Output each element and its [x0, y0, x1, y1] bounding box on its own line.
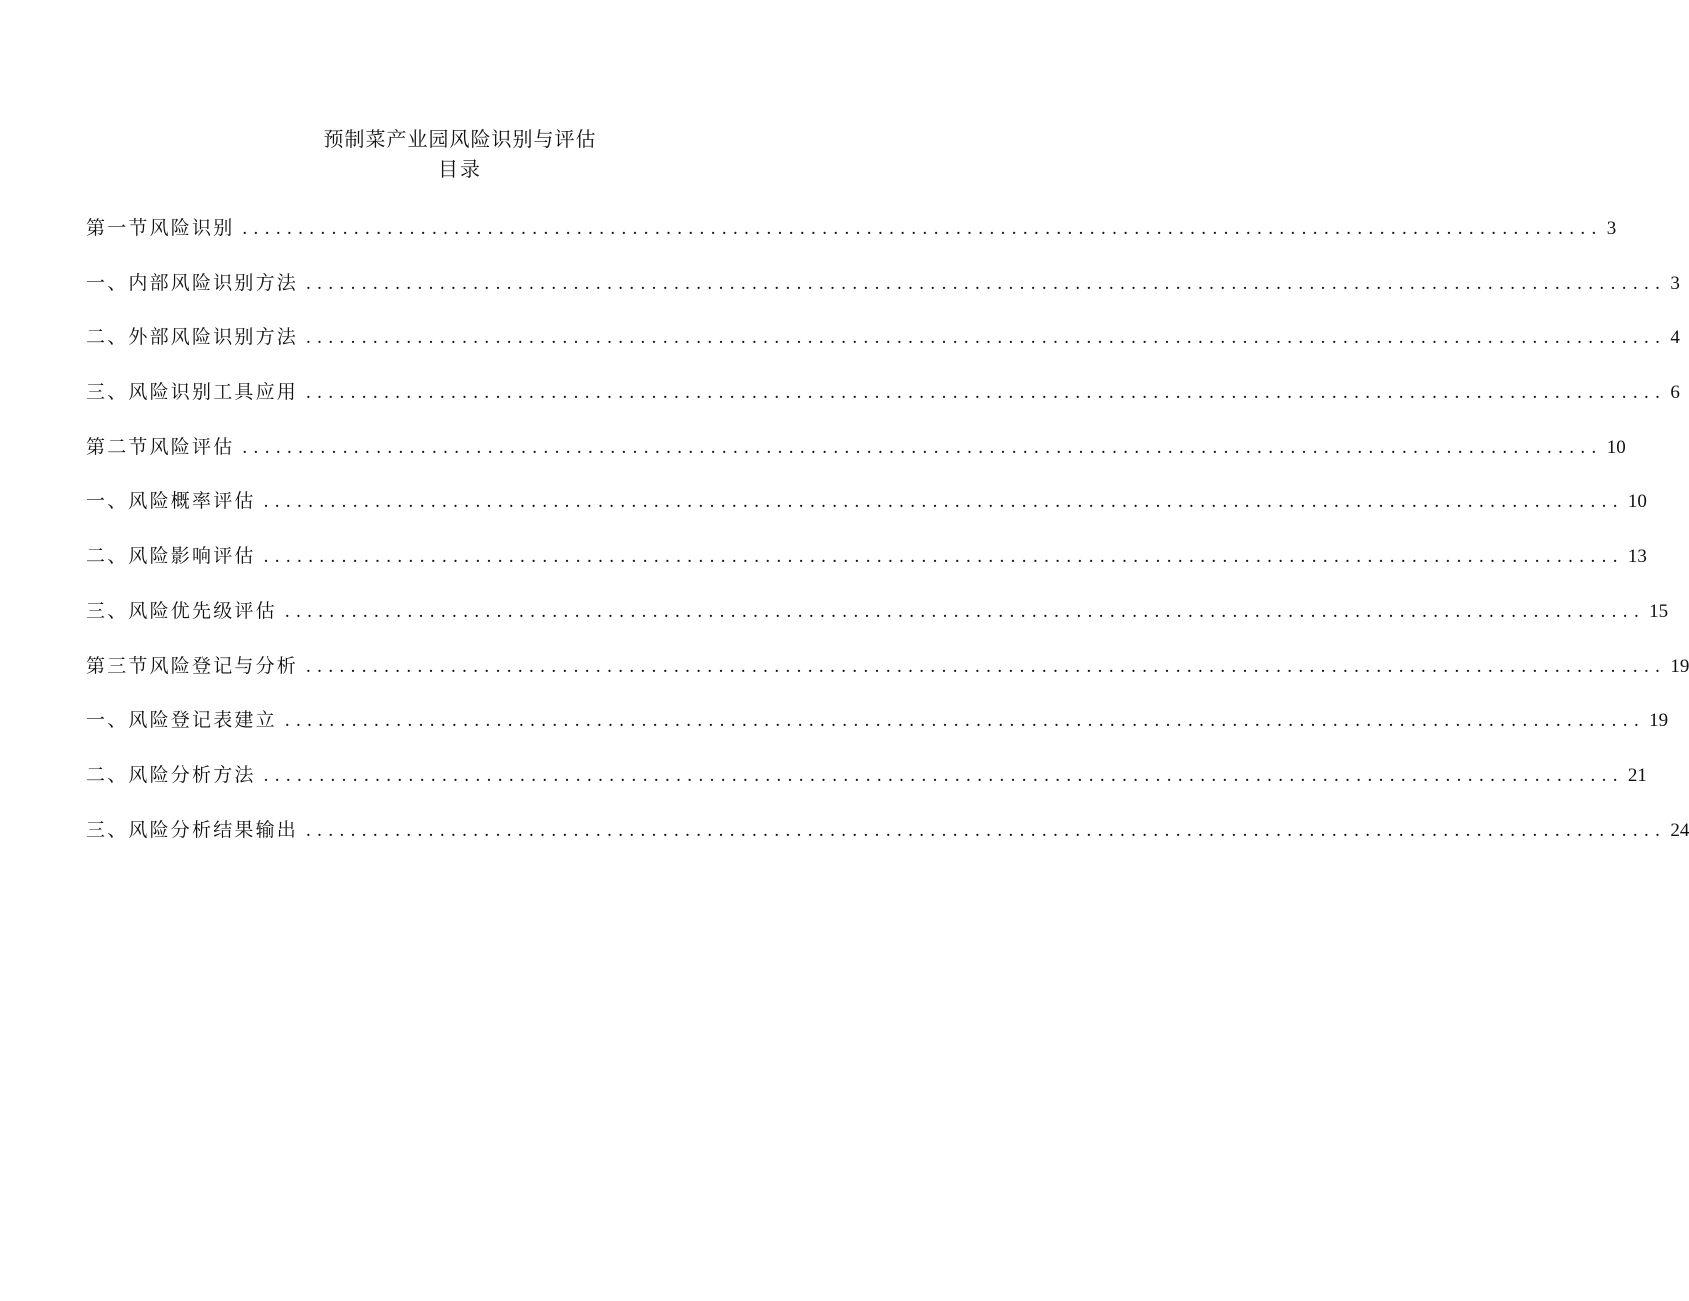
toc-entry[interactable] — [86, 214, 1617, 269]
toc-entry[interactable] — [86, 761, 1647, 816]
toc-page-number[interactable]: 21 — [1627, 764, 1647, 786]
toc-leader-dots: .......................................................................................................................... — [306, 382, 1667, 404]
toc-entry[interactable] — [86, 487, 1647, 542]
toc-leader-dots: .......................................................................................................................... — [242, 218, 1603, 239]
toc-entry-label[interactable]: 一、风险概率评估 — [86, 490, 256, 513]
toc-leader-dots: .......................................................................................................................... — [284, 710, 1646, 732]
toc-entry[interactable] — [86, 378, 1680, 433]
toc-entry[interactable] — [86, 652, 1689, 707]
toc-page-number[interactable]: 3 — [1606, 218, 1617, 239]
toc-entry-label[interactable]: 第一节风险识别 — [86, 217, 235, 239]
toc-page-number[interactable]: 19 — [1649, 710, 1669, 732]
toc-entry[interactable] — [86, 269, 1680, 324]
toc-entry[interactable] — [86, 816, 1689, 871]
toc-leader-dots: .......................................................................................................................... — [263, 546, 1624, 568]
document-title: 预制菜产业园风险识别与评估 — [323, 127, 597, 151]
toc-leader-dots: .......................................................................................................................... — [263, 764, 1624, 786]
toc-entry-label[interactable]: 第三节风险登记与分析 — [86, 654, 299, 677]
toc-entry-label[interactable]: 二、风险影响评估 — [86, 545, 256, 568]
toc-entry-label[interactable]: 三、风险优先级评估 — [86, 599, 277, 622]
toc-entry-label[interactable]: 二、外部风险识别方法 — [86, 326, 299, 349]
toc-entry-label[interactable]: 一、内部风险识别方法 — [86, 271, 299, 294]
toc-page-number[interactable]: 6 — [1670, 382, 1680, 404]
toc-entry-label[interactable]: 一、风险登记表建立 — [86, 709, 277, 732]
toc-entry[interactable] — [86, 542, 1647, 597]
toc-page-number[interactable]: 10 — [1627, 491, 1647, 513]
toc-page-number[interactable]: 13 — [1627, 546, 1647, 568]
toc-leader-dots: .......................................................................................................................... — [306, 327, 1667, 349]
toc-entry-label[interactable]: 二、风险分析方法 — [86, 763, 256, 786]
toc-heading: 目录 — [438, 157, 482, 181]
toc-leader-dots: .......................................................................................................................... — [263, 491, 1624, 513]
toc-entry[interactable] — [86, 323, 1680, 378]
toc-entry-label[interactable]: 三、风险分析结果输出 — [86, 818, 299, 841]
toc-page-number[interactable]: 4 — [1670, 327, 1680, 349]
toc-leader-dots: .......................................................................................................................... — [306, 272, 1667, 294]
toc-leader-dots: .......................................................................................................................... — [242, 436, 1603, 458]
table-of-contents — [86, 214, 1689, 870]
toc-entry[interactable] — [86, 706, 1669, 761]
toc-entry[interactable] — [86, 433, 1626, 488]
toc-leader-dots: .......................................................................................................................... — [284, 600, 1646, 622]
toc-leader-dots: .......................................................................................................................... — [306, 819, 1667, 841]
toc-entry[interactable] — [86, 597, 1669, 652]
toc-page-number[interactable]: 3 — [1670, 272, 1680, 294]
toc-page-number[interactable]: 24 — [1670, 819, 1689, 841]
toc-page-number[interactable]: 15 — [1649, 600, 1669, 622]
toc-entry-label[interactable]: 三、风险识别工具应用 — [86, 381, 299, 404]
toc-page-number[interactable]: 19 — [1670, 655, 1689, 677]
toc-leader-dots: .......................................................................................................................... — [306, 655, 1667, 677]
toc-page-number[interactable]: 10 — [1606, 436, 1626, 458]
toc-entry-label[interactable]: 第二节风险评估 — [86, 435, 235, 458]
